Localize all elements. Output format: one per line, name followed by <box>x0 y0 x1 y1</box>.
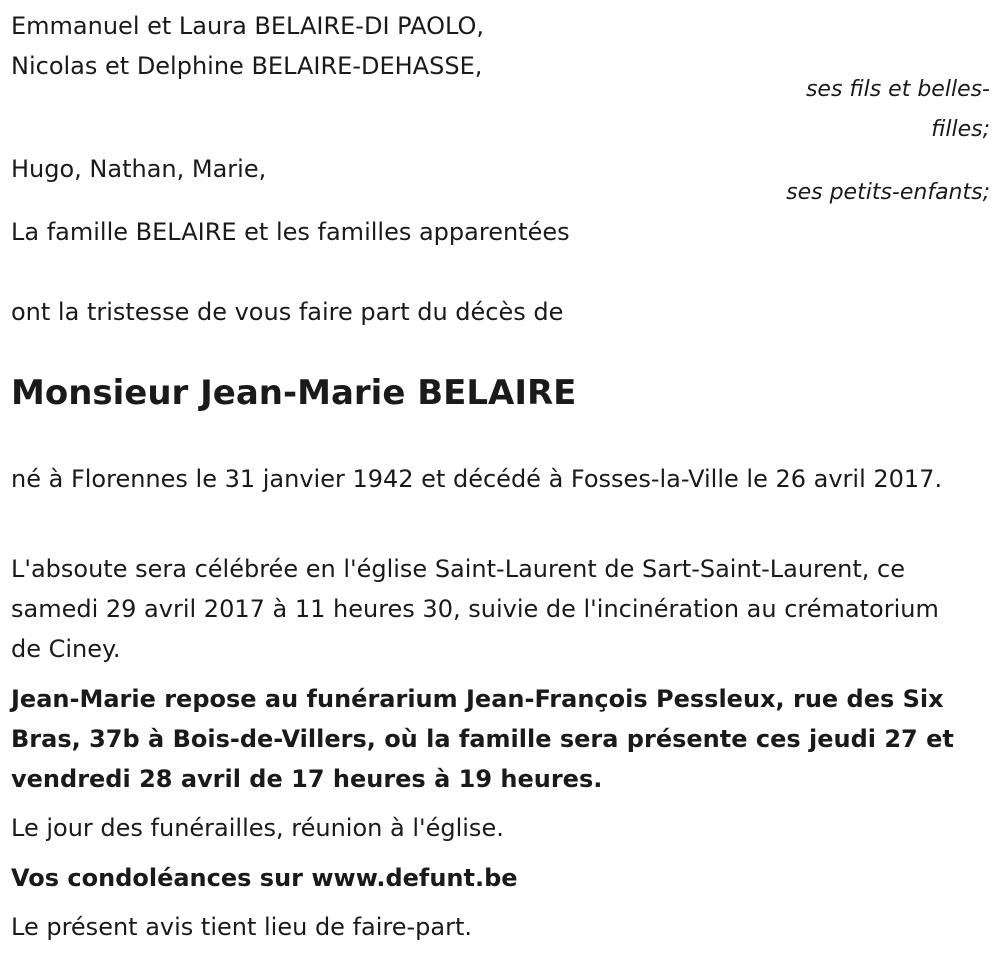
viewing-details: Jean-Marie repose au funérarium Jean-François Pessleux, rue des Six Bras, 37b à Bois-de-Villers, où la famille sera présente ces jeudi 27 et vendredi 28 avril de 17 heures à 19 heures. <box>11 685 954 793</box>
grandchildren-label: ses petits-enfants; <box>786 180 990 205</box>
condolences-link: Vos condoléances sur www.defunt.be <box>11 864 518 892</box>
notice-text: Le présent avis tient lieu de faire-part. <box>11 913 473 941</box>
extended-family: La famille BELAIRE et les familles apparentées <box>11 218 570 246</box>
grandchildren-names: Hugo, Nathan, Marie, <box>11 155 267 183</box>
birth-death-details: né à Florennes le 31 janvier 1942 et décédé à Fosses-la-Ville le 26 avril 2017. <box>11 465 943 493</box>
family-line-2: Nicolas et Delphine BELAIRE-DEHASSE, <box>11 52 483 80</box>
sons-label-line-2: filles; <box>931 117 990 142</box>
sons-label-line-1: ses fils et belles- <box>805 77 990 102</box>
funeral-reunion: Le jour des funérailles, réunion à l'église. <box>11 814 504 842</box>
deceased-name: Monsieur Jean-Marie BELAIRE <box>11 373 577 413</box>
ceremony-details: L'absoute sera célébrée en l'église Saint-Laurent de Sart-Saint-Laurent, ce samedi 29 avril 2017 à 11 heures 30, suivie de l'incinération au crématorium de Ciney. <box>11 555 939 663</box>
family-line-1: Emmanuel et Laura BELAIRE-DI PAOLO, <box>11 12 485 40</box>
announcement-text: ont la tristesse de vous faire part du décès de <box>11 298 564 326</box>
